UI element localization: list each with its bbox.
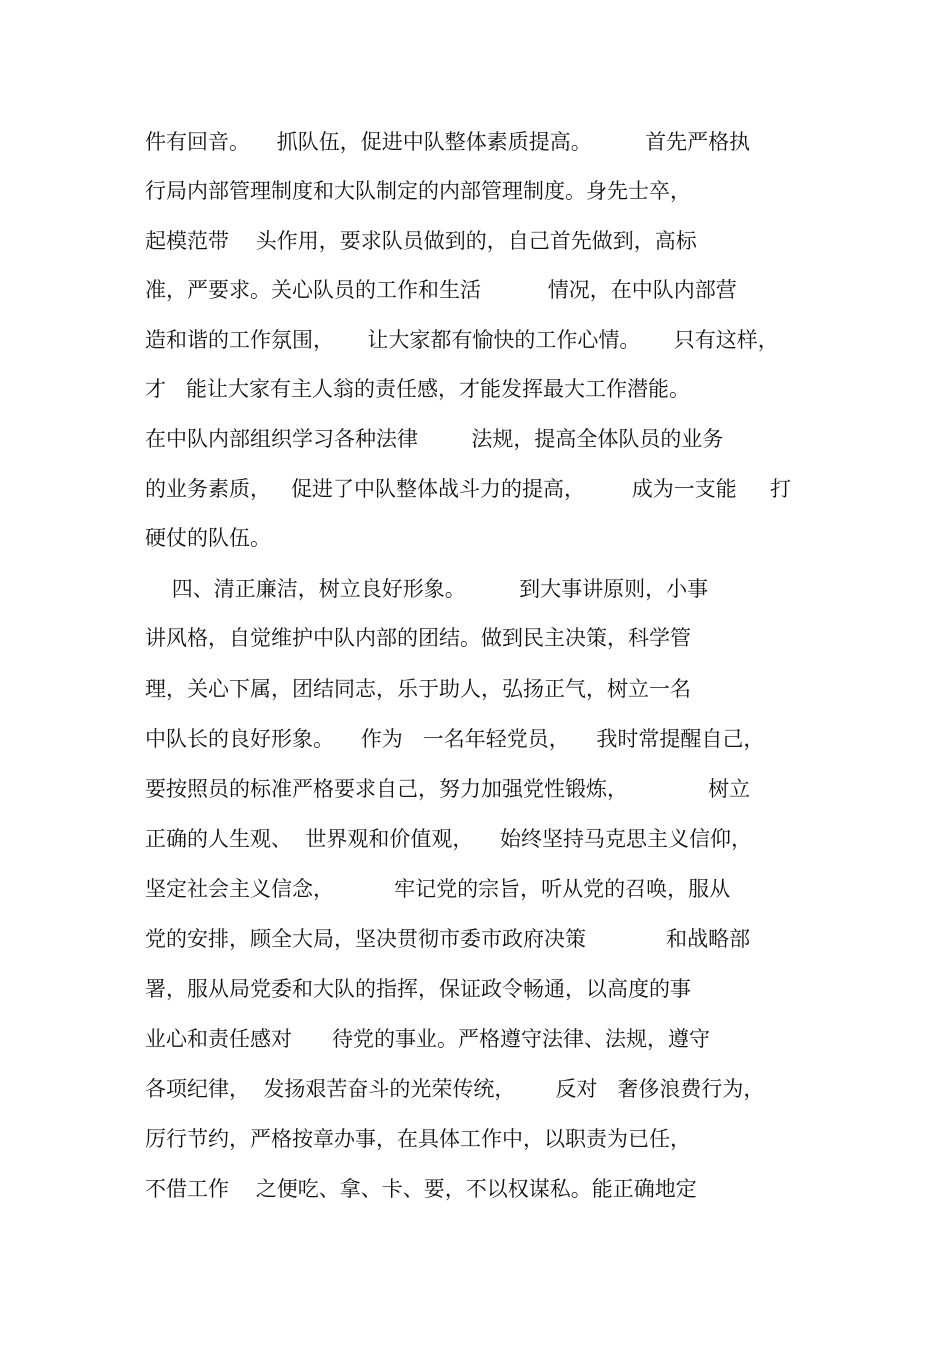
paragraph-line: 理，关心下属，团结同志，乐于助人，弘扬正气，树立一名: [145, 677, 691, 701]
paragraph-line: 硬仗的队伍。: [145, 526, 271, 550]
paragraph-line: 署，服从局党委和大队的指挥，保证政令畅通，以高度的事: [145, 977, 691, 1001]
paragraph-line: 的业务素质， 促进了中队整体战斗力的提高， 成为一支能 打: [145, 477, 792, 501]
paragraph-line: 各项纪律， 发扬艰苦奋斗的光荣传统， 反对 奢侈浪费行为，: [145, 1077, 765, 1101]
paragraph-line: 坚定社会主义信念， 牢记党的宗旨，听从党的召唤，服从: [145, 877, 731, 901]
paragraph-line: 讲风格，自觉维护中队内部的团结。做到民主决策，科学管: [145, 626, 691, 650]
paragraph-line: 要按照员的标准严格要求自己，努力加强党性锻炼， 树立: [145, 777, 751, 801]
paragraph-line: 中队长的良好形象。 作为 一名年轻党员， 我时常提醒自己，: [145, 727, 765, 751]
paragraph-line: 准，严要求。关心队员的工作和生活 情况，在中队内部营: [145, 278, 737, 302]
paragraph-line: 正确的人生观、 世界观和价值观， 始终坚持马克思主义信仰，: [145, 827, 753, 851]
section-heading-line: 四、清正廉洁，树立良好形象。 到大事讲原则，小事: [145, 577, 709, 601]
paragraph-line: 不借工作 之便吃、拿、卡、要，不以权谋私。能正确地定: [145, 1177, 697, 1201]
paragraph-line: 党的安排，顾全大局，坚决贯彻市委市政府决策 和战略部: [145, 927, 751, 951]
paragraph-line: 造和谐的工作氛围， 让大家都有愉快的工作心情。 只有这样，: [145, 328, 779, 352]
paragraph-line: 厉行节约，严格按章办事，在具体工作中，以职责为已任，: [145, 1127, 691, 1151]
paragraph-line: 件有回音。 抓队伍，促进中队整体素质提高。 首先严格执: [145, 130, 751, 154]
paragraph-line: 业心和责任感对 待党的事业。严格遵守法律、法规，遵守: [145, 1027, 711, 1051]
paragraph-line: 起模范带 头作用，要求队员做到的，自己首先做到，高标: [145, 229, 697, 253]
paragraph-line: 行局内部管理制度和大队制定的内部管理制度。身先士卒，: [145, 179, 691, 203]
paragraph-line: 才 能让大家有主人翁的责任感，才能发挥最大工作潜能。: [145, 377, 691, 401]
paragraph-line: 在中队内部组织学习各种法律 法规，提高全体队员的业务: [145, 427, 724, 451]
